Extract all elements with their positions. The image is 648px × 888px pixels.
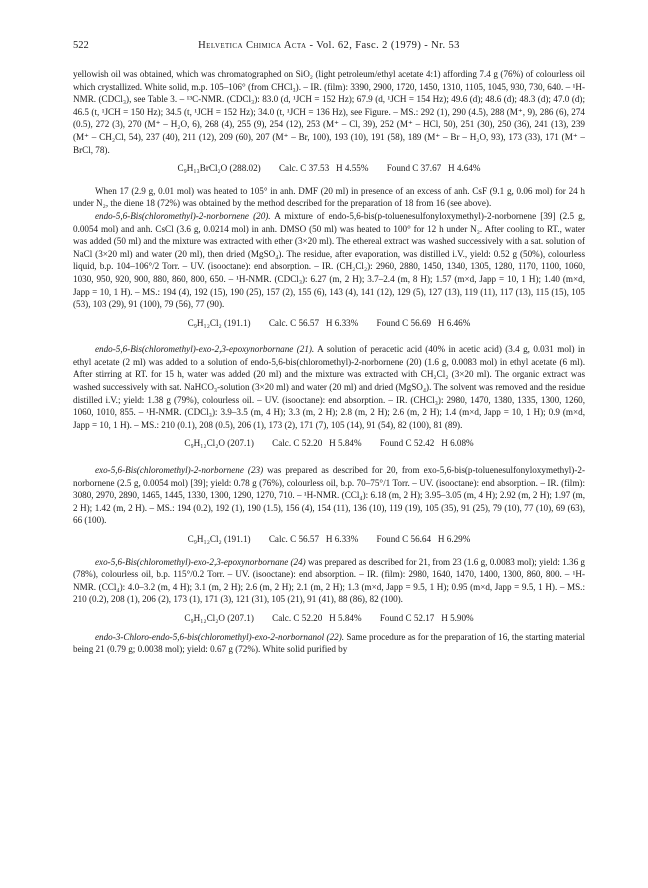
analysis-found: Found C 56.64 H 6.29% — [376, 534, 471, 544]
analysis-formula: C₉H₁₂Cl₂ (191.1) — [187, 317, 251, 328]
analysis-calc: Calc. C 56.57 H 6.33% — [268, 534, 359, 544]
paragraph-compound-24 — [73, 556, 585, 606]
article-body — [73, 68, 585, 656]
compound-text: A mixture of endo-5,6-bis(p-toluenesulfonyloxymethyl)-2-norbornene [39] (2.5 g, 0.0054 mol) and anh. CsCl (3.6 g, 0.0214 mol) in anh. DMSO (50 ml) was heated to 100° for 12 h under N₂. After cooling to RT., water was added (50 ml) and the mixture was extracted with ether (3×20 ml). The ethereal extract was washed successively with a sat. solution of NaCl (3×20 ml) and water (20 ml), then dried (MgSO₄). The residue, after evaporation, was distilled i.V., yield: 0.52 g (50%), colourless liquid, b.p. 104–106°/2 Torr. – UV. (isooctane): end absorption. – IR. (CH₂Cl₂): 2960, 2880, 1450, 1340, 1305, 1280, 1170, 1100, 1060, 1030, 950, 920, 900, 880, 860, 800, 650. – ¹H-NMR. (CDCl₃): 6.27 (m, 2 H); 3.7–2.4 (m, 8 H); 1.57 (m×d, Japp = 10, 1 H); 1.40 (m×d, Japp = 10, 1 H). – MS.: 194 (4), 192 (15), 190 (25), 157 (2), 155 (6), 143 (4), 141 (12), 129 (5), 127 (13), 119 (11), 117 (13), 115 (15), 105 (53), 103 (29), 91 (100), 79 (56), 77 (90). — [73, 210, 585, 310]
paragraph-compound-22 — [73, 631, 585, 656]
paragraph-compound-23 — [73, 464, 585, 527]
analysis-calc: Calc. C 56.57 H 6.33% — [268, 317, 359, 328]
paragraph-diene: When 17 (2.9 g, 0.01 mol) was heated to 105° in anh. DMF (20 ml) in presence of an excess of anh. CsF (9.1 g, 0.06 mol) for 24 h under N₂, the diene 18 (72%) was obtained by the method described for the preparation of 18 from 16 (see above). — [73, 185, 585, 209]
elemental-analysis — [73, 317, 585, 330]
page-header — [73, 40, 585, 56]
compound-title: endo-5,6-Bis(chloromethyl)-exo-2,3-epoxynorbornane (21). — [95, 344, 315, 355]
analysis-found: Found C 37.67 H 4.64% — [386, 163, 481, 174]
journal-name: Helvetica Chimica Acta — [198, 40, 307, 51]
elemental-analysis — [73, 612, 585, 625]
compound-title: exo-5,6-Bis(chloromethyl)-exo-2,3-epoxynorbornane (24) — [95, 556, 306, 567]
running-head — [73, 40, 585, 51]
compound-title: endo-3-Chloro-endo-5,6-bis(chloromethyl)-exo-2-norbornanol (22). — [95, 631, 345, 642]
analysis-found: Found C 56.69 H 6.46% — [376, 317, 471, 328]
analysis-calc: Calc. C 52.20 H 5.84% — [272, 612, 362, 623]
compound-text: A solution of peracetic acid (40% in acetic acid) (3.4 g, 0.031 mol) in ethyl acetate (2 ml) was added to a solution of endo-5,6-bis(chloromethyl)-2-norbornene (20) (1.6 g, 0.0083 mol) in ethyl acetate (6 ml). After stirring at RT. for 15 h, water was added (20 ml) and the mixture was extracted with CH₂Cl₂ (3×20 ml). The organic extract was washed successively with sat. NaHCO₃-solution (3×20 ml) and water (20 ml) and dried (MgSO₄). The solvent was removed and the residue distilled i.V.; yield: 1.38 g (79%), colourless oil. – UV. (isooctane): end absorption. – IR. (CHCl₃): 2980, 1470, 1380, 1335, 1300, 1260, 1060, 1010, 855. – ¹H-NMR. (CDCl₃): 3.9–3.5 (m, 4 H); 3.3 (m, 2 H); 2.8 (m, 2 H); 2.6 (m, 2 H); 1.4 (m×d, Japp = 10, 1 H); 0.9 (m×d, Japp = 10, 1 H). – MS.: 210 (0.1), 208 (0.5), 206 (1), 173 (2), 171 (7), 105 (14), 91 (54), 82 (100), 81 (89). — [73, 344, 585, 430]
analysis-calc: Calc. C 52.20 H 5.84% — [272, 438, 362, 449]
compound-text: was prepared as described for 21, from 23 (1.6 g, 0.0083 mol); yield: 1.36 g (78%), colourless oil, b.p. 115°/0.2 Torr. – UV. (isooctane): end absorption. – IR. (film): 2980, 1640, 1470, 1400, 1300, 860, 800. – ¹H-NMR. (CCl₄): 4.0–3.2 (m, 4 H); 3.1 (m, 2 H); 2.6 (m, 2 H); 2.1 (m, 2 H); 1.3 (m×d, Japp = 9.5, 1 H); 0.95 (m×d, Japp = 9.5, 1 H). – MS.: 210 (0.2), 208 (1), 206 (2), 173 (1), 171 (3), 121 (31), 105 (21), 91 (41), 88 (86), 82 (100). — [73, 556, 585, 605]
elemental-analysis — [73, 533, 585, 546]
paragraph-continuation: yellowish oil was obtained, which was chromatographed on SiO₂ (light petroleum/ethyl acetate 4:1) affording 7.4 g (76%) of colourless oil which crystallized. White solid, m.p. 105–106° (from CHCl₃). – IR. (film): 3390, 2900, 1720, 1450, 1310, 1105, 1045, 930, 730, 640. – ¹H-NMR. (CDCl₃), see Table 3. – ¹³C-NMR. (CDCl₃): 83.0 (d, ¹JCH = 152 Hz); 67.9 (d, ¹JCH = 154 Hz); 49.6 (d); 48.6 (d); 48.3 (d); 47.0 (d); 46.5 (t, ¹JCH = 150 Hz); 34.5 (t, ¹JCH = 152 Hz); 34.0 (t, ¹JCH = 136 Hz), see Figure. – MS.: 292 (1), 290 (4.5), 288 (M⁺, 9), 286 (6), 274 (0.5), 272 (3), 270 (M⁺ – H₂O, 6), 268 (4), 255 (9), 254 (12), 253 (M⁺ – Cl, 39), 252 (M⁺ – HCl, 50), 251 (30), 250 (36), 241 (13), 239 (M⁺ – CH₂Cl, 54), 237 (40), 211 (12), 209 (60), 207 (M⁺ – Br, 100), 193 (10), 191 (58), 189 (M⁺ – Br – H₂O, 93), 173 (33), 171 (M⁺ – BrCl, 78). — [73, 69, 585, 155]
analysis-calc: Calc. C 37.53 H 4.55% — [278, 163, 369, 174]
paragraph-compound-21 — [73, 343, 585, 431]
analysis-formula: C₉H₁₂Cl₂O (207.1) — [184, 438, 254, 449]
analysis-found: Found C 52.17 H 5.90% — [379, 612, 474, 623]
elemental-analysis — [73, 437, 585, 450]
compound-title: exo-5,6-Bis(chloromethyl)-2-norbornene (23) — [95, 465, 264, 476]
analysis-formula: C₉H₁₂Cl₂ (191.1) — [187, 534, 251, 544]
journal-issue: - Vol. 62, Fasc. 2 (1979) - Nr. 53 — [306, 40, 460, 51]
compound-text: was prepared as described for 20, from exo-5,6-bis(p-toluenesulfonyloxymethyl)-2-norbornene (2.5 g, 0.0054 mol) [39]; yield: 0.78 g (76%), colourless oil, b.p. 70–75°/1 Torr. – UV. (isooctane): end absorption. – IR. (film): 3080, 2970, 2890, 1465, 1445, 1330, 1300, 1290, 1270, 710. – ¹H-NMR. (CCl₄): 6.18 (m, 2 H); 3.95–3.05 (m, 4 H); 2.92 (m, 2 H); 1.97 (m, 2 H); 1.42 (m, 2 H). – MS.: 194 (0.2), 192 (1), 190 (1.5), 156 (4), 154 (11), 136 (10), 119 (19), 105 (35), 91 (25), 79 (10), 77 (10), 69 (63), 66 (100). — [73, 465, 585, 526]
compound-text: Same procedure as for the preparation of 16, the starting material being 21 (0.79 g; 0.0038 mol); yield: 0.67 g (72%). White solid purified by — [73, 631, 586, 655]
elemental-analysis — [73, 162, 585, 175]
page-number: 522 — [73, 40, 89, 51]
analysis-found: Found C 52.42 H 6.08% — [379, 438, 474, 449]
paragraph-compound-20 — [73, 210, 585, 311]
analysis-formula: C₉H₁₂Cl₂O (207.1) — [184, 612, 254, 623]
analysis-formula: C₉H₁₃BrCl₂O (288.02) — [177, 163, 261, 174]
compound-title: endo-5,6-Bis(chloromethyl)-2-norbornene (20). — [95, 210, 271, 221]
